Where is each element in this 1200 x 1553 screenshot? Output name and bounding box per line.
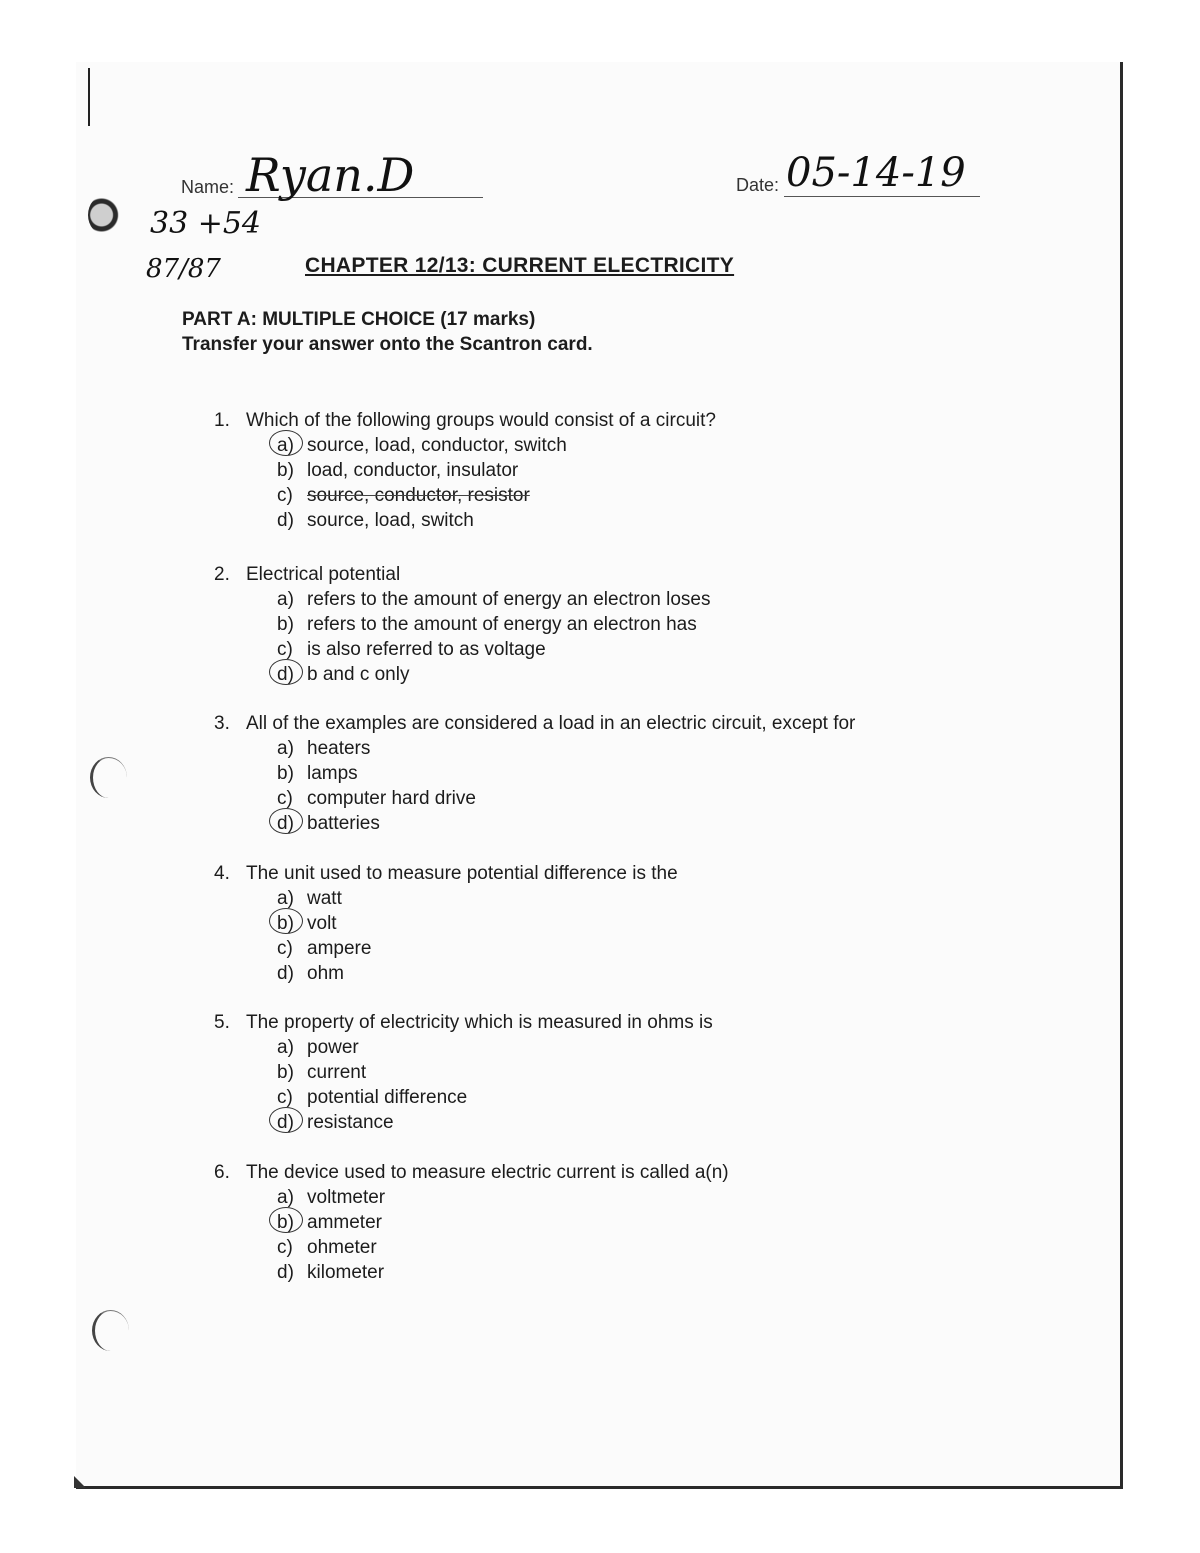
option-text: ammeter [307, 1212, 382, 1233]
question-stem: All of the examples are considered a load in an electric circuit, except for [246, 713, 856, 734]
option-letter: c) [277, 788, 293, 809]
option-letter: d) [277, 1110, 307, 1135]
option-b[interactable] [277, 1210, 934, 1235]
option-letter: c) [277, 1087, 293, 1108]
option-letter: c) [277, 639, 293, 660]
option-text: ohm [307, 963, 344, 984]
option-d[interactable] [277, 811, 934, 836]
part-instruction: Transfer your answer onto the Scantron card. [182, 334, 593, 355]
option-c[interactable] [277, 1235, 934, 1260]
date-line [784, 196, 980, 197]
option-text: source, load, switch [307, 510, 474, 531]
option-letter: b) [277, 911, 307, 936]
score-sum: 33 +54 [150, 206, 262, 241]
question-number: 6. [214, 1162, 230, 1183]
option-letter: b) [277, 763, 294, 784]
option-letter: d) [277, 662, 307, 687]
option-letter: a) [277, 589, 294, 610]
option-text: kilometer [307, 1262, 385, 1283]
option-text: is also referred to as voltage [307, 639, 546, 660]
option-c[interactable] [277, 786, 934, 811]
option-c[interactable] [277, 483, 934, 508]
option-letter: b) [277, 614, 294, 635]
question-number: 5. [214, 1012, 230, 1033]
option-letter: b) [277, 1062, 294, 1083]
question-5 [214, 1010, 934, 1135]
option-text: source, load, conductor, switch [307, 435, 567, 456]
option-c[interactable] [277, 936, 934, 961]
option-letter: c) [277, 938, 293, 959]
question-stem: Which of the following groups would consist of a circuit? [246, 410, 716, 431]
option-text: potential difference [307, 1087, 468, 1108]
score-total: 87/87 [146, 254, 221, 284]
question-2 [214, 562, 934, 687]
option-c[interactable] [277, 1085, 934, 1110]
student-name: Ryan.D [246, 148, 415, 202]
date-value: 05-14-19 [786, 150, 966, 196]
option-a[interactable] [277, 736, 934, 761]
option-d[interactable] [277, 662, 934, 687]
punch-hole-top [88, 195, 122, 235]
option-text: heaters [307, 738, 371, 759]
option-b[interactable] [277, 612, 934, 637]
option-letter: d) [277, 811, 307, 836]
question-1 [214, 408, 934, 533]
option-text: computer hard drive [307, 788, 476, 809]
option-text: ampere [307, 938, 372, 959]
option-b[interactable] [277, 761, 934, 786]
option-a[interactable] [277, 1035, 934, 1060]
option-letter: d) [277, 1262, 294, 1283]
question-stem: The device used to measure electric current is called a(n) [246, 1162, 729, 1183]
option-a[interactable] [277, 886, 934, 911]
date-label: Date: [736, 175, 780, 195]
option-text: watt [307, 888, 342, 909]
page-corner-fold [74, 1476, 86, 1488]
question-4 [214, 861, 934, 986]
option-letter: d) [277, 510, 294, 531]
question-number: 4. [214, 863, 230, 884]
option-letter: a) [277, 888, 294, 909]
option-text: lamps [307, 763, 358, 784]
option-text: b and c only [307, 664, 410, 685]
option-a[interactable] [277, 1185, 934, 1210]
question-number: 3. [214, 713, 230, 734]
option-letter: a) [277, 433, 307, 458]
option-letter: c) [277, 485, 293, 506]
question-number: 2. [214, 564, 230, 585]
option-text: source, conductor, resistor [307, 485, 530, 506]
part-heading: PART A: MULTIPLE CHOICE (17 marks) [182, 309, 536, 330]
option-text: refers to the amount of energy an electron has [307, 614, 697, 635]
option-text: load, conductor, insulator [307, 460, 519, 481]
option-letter: d) [277, 963, 294, 984]
option-b[interactable] [277, 1060, 934, 1085]
question-6 [214, 1160, 934, 1285]
option-letter: a) [277, 738, 294, 759]
option-text: voltmeter [307, 1187, 386, 1208]
chapter-title: CHAPTER 12/13: CURRENT ELECTRICITY [305, 254, 735, 277]
option-text: refers to the amount of energy an electron loses [307, 589, 711, 610]
option-letter: c) [277, 1237, 293, 1258]
option-text: ohmeter [307, 1237, 377, 1258]
option-a[interactable] [277, 587, 934, 612]
option-letter: a) [277, 1037, 294, 1058]
option-text: power [307, 1037, 359, 1058]
question-stem: Electrical potential [246, 564, 401, 585]
option-c[interactable] [277, 637, 934, 662]
option-d[interactable] [277, 1110, 934, 1135]
option-b[interactable] [277, 458, 934, 483]
option-d[interactable] [277, 508, 934, 533]
option-text: volt [307, 913, 337, 934]
option-letter: b) [277, 1210, 307, 1235]
scan-mark [88, 68, 90, 126]
option-a[interactable] [277, 433, 934, 458]
question-stem: The property of electricity which is measured in ohms is [246, 1012, 713, 1033]
question-stem: The unit used to measure potential difference is the [246, 863, 678, 884]
option-letter: b) [277, 460, 294, 481]
punch-hole-middle [90, 757, 127, 798]
question-number: 1. [214, 410, 230, 431]
option-text: batteries [307, 813, 380, 834]
option-letter: a) [277, 1187, 294, 1208]
name-label: Name: [181, 177, 235, 197]
option-b[interactable] [277, 911, 934, 936]
option-d[interactable] [277, 1260, 934, 1285]
punch-hole-bottom [92, 1310, 129, 1351]
question-3 [214, 711, 934, 836]
option-text: resistance [307, 1112, 394, 1133]
option-text: current [307, 1062, 367, 1083]
option-d[interactable] [277, 961, 934, 986]
